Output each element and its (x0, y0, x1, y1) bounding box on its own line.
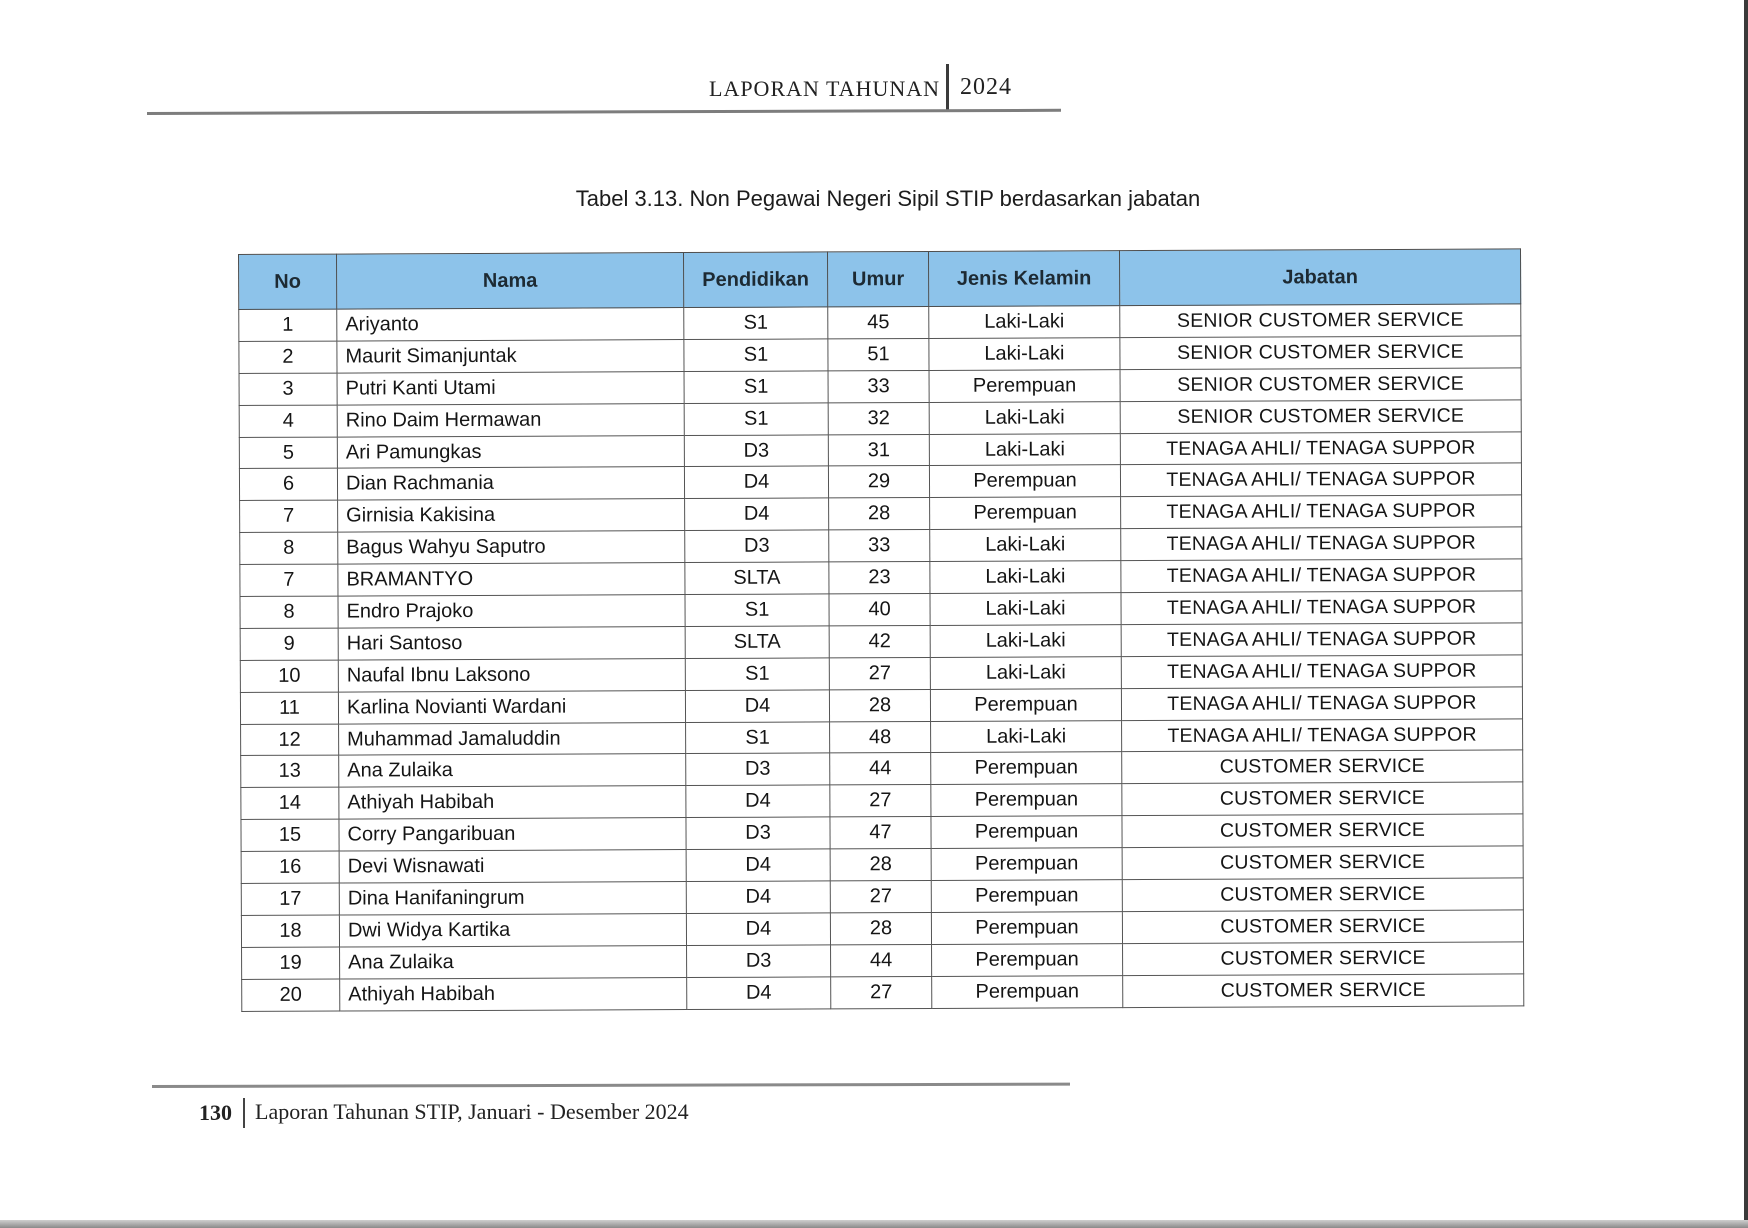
cell-jabatan: TENAGA AHLI/ TENAGA SUPPOR (1121, 527, 1522, 561)
cell-umur: 48 (830, 721, 931, 753)
cell-no: 12 (241, 724, 339, 756)
cell-jenis-kelamin: Perempuan (931, 848, 1122, 881)
cell-umur: 28 (829, 498, 930, 530)
cell-pendidikan: D3 (684, 434, 828, 467)
cell-pendidikan: D3 (687, 945, 831, 978)
footer-text: Laporan Tahunan STIP, Januari - Desember 2024 (255, 1099, 689, 1124)
cell-umur: 44 (831, 944, 932, 976)
cell-nama: Ariyanto (337, 308, 684, 341)
cell-jabatan: TENAGA AHLI/ TENAGA SUPPOR (1121, 495, 1522, 529)
cell-pendidikan: S1 (685, 594, 829, 627)
table-row (242, 974, 1524, 1011)
cell-jabatan: TENAGA AHLI/ TENAGA SUPPOR (1120, 431, 1521, 465)
cell-jenis-kelamin: Perempuan (931, 752, 1122, 785)
cell-no: 20 (242, 979, 340, 1011)
cell-jenis-kelamin: Perempuan (932, 943, 1123, 976)
cell-jenis-kelamin: Laki-Laki (930, 561, 1121, 594)
cell-umur: 44 (830, 753, 931, 785)
cell-jabatan: CUSTOMER SERVICE (1122, 750, 1523, 784)
cell-jenis-kelamin: Perempuan (931, 784, 1122, 817)
cell-pendidikan: D4 (684, 466, 828, 499)
cell-jenis-kelamin: Laki-Laki (930, 593, 1121, 626)
cell-nama: Putri Kanti Utami (337, 371, 684, 404)
cell-pendidikan: D4 (686, 881, 830, 914)
cell-no: 11 (240, 692, 338, 724)
cell-jenis-kelamin: Laki-Laki (930, 625, 1121, 658)
page-edge-right (1744, 0, 1748, 1228)
cell-jabatan: CUSTOMER SERVICE (1122, 846, 1523, 880)
cell-nama: Rino Daim Hermawan (337, 403, 684, 436)
cell-nama: BRAMANTYO (338, 563, 685, 596)
cell-umur: 40 (829, 593, 930, 625)
cell-pendidikan: D4 (685, 498, 829, 531)
cell-umur: 32 (828, 402, 929, 434)
cell-pendidikan: D3 (686, 817, 830, 850)
cell-no: 17 (241, 883, 339, 915)
cell-nama: Devi Wisnawati (339, 850, 686, 883)
cell-jenis-kelamin: Perempuan (932, 975, 1123, 1008)
cell-nama: Dian Rachmania (337, 467, 684, 500)
cell-jabatan: TENAGA AHLI/ TENAGA SUPPOR (1121, 591, 1522, 625)
column-header-jenis-kelamin: Jenis Kelamin (928, 251, 1119, 307)
cell-no: 3 (239, 373, 337, 405)
cell-jabatan: CUSTOMER SERVICE (1122, 814, 1523, 848)
cell-umur: 28 (830, 849, 931, 881)
cell-jenis-kelamin: Perempuan (929, 369, 1120, 402)
cell-jabatan: SENIOR CUSTOMER SERVICE (1120, 400, 1521, 434)
header-year: 2024 (960, 74, 1012, 100)
header-rule (147, 109, 1061, 115)
cell-jenis-kelamin: Laki-Laki (929, 401, 1120, 434)
cell-nama: Athiyah Habibah (339, 786, 686, 819)
cell-umur: 51 (828, 338, 929, 370)
cell-jabatan: TENAGA AHLI/ TENAGA SUPPOR (1122, 718, 1523, 752)
cell-no: 1 (239, 309, 337, 341)
cell-pendidikan: D4 (687, 977, 831, 1010)
cell-jabatan: CUSTOMER SERVICE (1122, 782, 1523, 816)
table-body (239, 304, 1524, 1011)
cell-nama: Naufal Ibnu Laksono (338, 658, 685, 691)
cell-jenis-kelamin: Perempuan (931, 912, 1122, 945)
employee-table (238, 248, 1524, 1011)
cell-no: 15 (241, 819, 339, 851)
cell-pendidikan: S1 (684, 403, 828, 436)
cell-umur: 27 (831, 976, 932, 1008)
cell-jenis-kelamin: Perempuan (930, 497, 1121, 530)
cell-jabatan: CUSTOMER SERVICE (1122, 878, 1523, 912)
cell-umur: 23 (829, 562, 930, 594)
header-title: LAPORAN TAHUNAN (709, 76, 941, 101)
cell-no: 4 (239, 405, 337, 437)
column-header-umur: Umur (827, 251, 928, 306)
cell-nama: Athiyah Habibah (340, 977, 687, 1010)
cell-umur: 33 (829, 530, 930, 562)
cell-nama: Dwi Widya Kartika (339, 913, 686, 946)
table-header-row (239, 249, 1521, 310)
cell-no: 10 (240, 660, 338, 692)
cell-umur: 27 (830, 785, 931, 817)
cell-umur: 45 (828, 306, 929, 338)
cell-jenis-kelamin: Laki-Laki (930, 529, 1121, 562)
cell-jenis-kelamin: Laki-Laki (929, 433, 1120, 466)
cell-pendidikan: S1 (684, 371, 828, 404)
cell-no: 9 (240, 628, 338, 660)
footer-rule (152, 1083, 1070, 1088)
cell-nama: Maurit Simanjuntak (337, 339, 684, 372)
cell-no: 5 (239, 437, 337, 469)
page-edge-bottom (0, 1220, 1748, 1228)
cell-umur: 29 (828, 466, 929, 498)
cell-no: 13 (241, 756, 339, 788)
cell-umur: 27 (830, 881, 931, 913)
cell-jabatan: CUSTOMER SERVICE (1123, 974, 1524, 1008)
cell-umur: 28 (829, 689, 930, 721)
cell-pendidikan: S1 (685, 658, 829, 691)
cell-no: 14 (241, 787, 339, 819)
cell-umur: 31 (828, 434, 929, 466)
cell-jenis-kelamin: Laki-Laki (929, 338, 1120, 371)
cell-nama: Endro Prajoko (338, 595, 685, 628)
cell-jenis-kelamin: Laki-Laki (930, 656, 1121, 689)
page-number: 130 (199, 1100, 232, 1125)
cell-pendidikan: S1 (686, 722, 830, 755)
column-header-no: No (239, 254, 337, 309)
cell-jabatan: TENAGA AHLI/ TENAGA SUPPOR (1121, 559, 1522, 593)
header-separator (946, 64, 949, 110)
cell-nama: Dina Hanifaningrum (339, 882, 686, 915)
cell-jenis-kelamin: Perempuan (931, 880, 1122, 913)
column-header-pendidikan: Pendidikan (683, 252, 827, 308)
cell-jabatan: SENIOR CUSTOMER SERVICE (1120, 368, 1521, 402)
cell-umur: 28 (830, 912, 931, 944)
cell-jabatan: TENAGA AHLI/ TENAGA SUPPOR (1120, 463, 1521, 497)
cell-umur: 27 (829, 657, 930, 689)
cell-nama: Corry Pangaribuan (339, 818, 686, 851)
cell-pendidikan: SLTA (685, 562, 829, 595)
cell-jabatan: SENIOR CUSTOMER SERVICE (1120, 336, 1521, 370)
cell-no: 2 (239, 341, 337, 373)
cell-jenis-kelamin: Perempuan (929, 465, 1120, 498)
cell-no: 8 (240, 532, 338, 564)
cell-jenis-kelamin: Laki-Laki (929, 306, 1120, 339)
cell-nama: Karlina Novianti Wardani (338, 690, 685, 723)
column-header-jabatan: Jabatan (1119, 249, 1520, 306)
cell-nama: Ana Zulaika (339, 754, 686, 787)
cell-no: 16 (241, 851, 339, 883)
cell-umur: 33 (828, 370, 929, 402)
cell-umur: 47 (830, 817, 931, 849)
cell-pendidikan: D3 (686, 753, 830, 786)
cell-nama: Ana Zulaika (340, 945, 687, 978)
cell-nama: Hari Santoso (338, 626, 685, 659)
cell-umur: 42 (829, 625, 930, 657)
cell-jenis-kelamin: Laki-Laki (931, 720, 1122, 753)
cell-pendidikan: D4 (686, 785, 830, 818)
cell-pendidikan: D3 (685, 530, 829, 563)
cell-pendidikan: D4 (686, 913, 830, 946)
cell-jabatan: TENAGA AHLI/ TENAGA SUPPOR (1121, 655, 1522, 689)
cell-pendidikan: D4 (685, 690, 829, 723)
column-header-nama: Nama (337, 253, 684, 310)
cell-jenis-kelamin: Perempuan (930, 688, 1121, 721)
cell-no: 19 (242, 947, 340, 979)
page-header (700, 64, 1030, 112)
cell-nama: Bagus Wahyu Saputro (338, 531, 685, 564)
cell-no: 18 (241, 915, 339, 947)
cell-pendidikan: SLTA (685, 626, 829, 659)
cell-nama: Muhammad Jamaluddin (339, 722, 686, 755)
cell-no: 6 (239, 469, 337, 501)
footer-separator (243, 1098, 245, 1128)
cell-jabatan: TENAGA AHLI/ TENAGA SUPPOR (1121, 623, 1522, 657)
cell-no: 8 (240, 596, 338, 628)
table-caption: Tabel 3.13. Non Pegawai Negeri Sipil STIP berdasarkan jabatan (575, 186, 1201, 211)
cell-jabatan: CUSTOMER SERVICE (1123, 942, 1524, 976)
cell-nama: Girnisia Kakisina (338, 499, 685, 532)
cell-jabatan: CUSTOMER SERVICE (1122, 910, 1523, 944)
cell-jabatan: TENAGA AHLI/ TENAGA SUPPOR (1121, 687, 1522, 721)
cell-pendidikan: D4 (686, 849, 830, 882)
cell-nama: Ari Pamungkas (337, 435, 684, 468)
cell-jabatan: SENIOR CUSTOMER SERVICE (1120, 304, 1521, 338)
cell-pendidikan: S1 (684, 339, 828, 372)
cell-pendidikan: S1 (684, 307, 828, 340)
cell-jenis-kelamin: Perempuan (931, 816, 1122, 849)
cell-no: 7 (240, 500, 338, 532)
cell-no: 7 (240, 564, 338, 596)
